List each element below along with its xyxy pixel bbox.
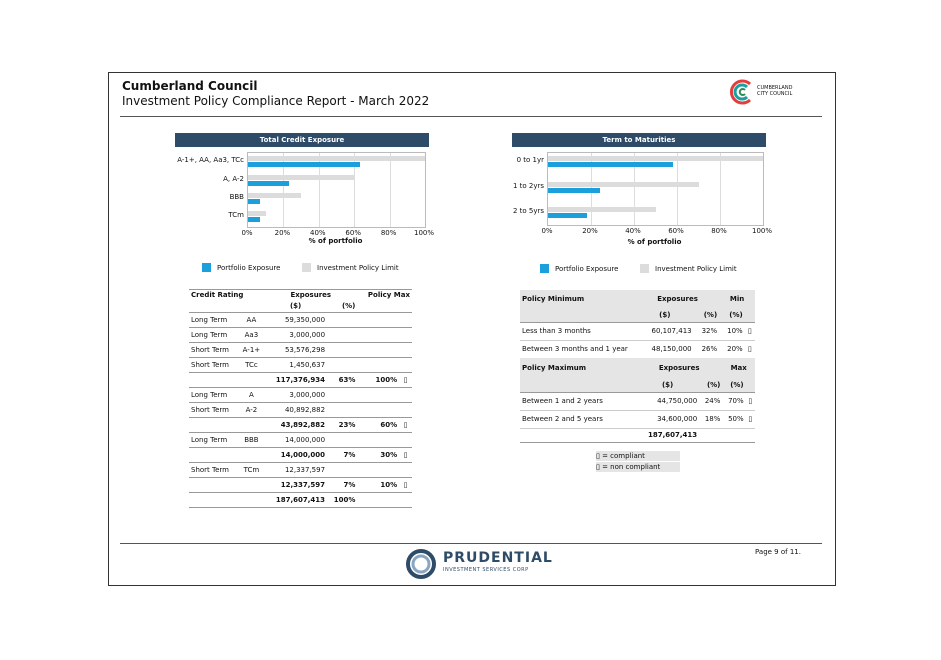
cell-limit: 70% (728, 397, 744, 405)
col-exposures: Exposures (264, 290, 357, 301)
table-row (189, 313, 412, 328)
credit-legend-exposure: Portfolio Exposure (202, 263, 280, 272)
cell-max: 100% (357, 373, 399, 388)
limit-bar (248, 175, 354, 180)
limit-bar (548, 156, 763, 161)
tick-label: 20% (274, 229, 291, 237)
cell-pct: 100% (327, 493, 357, 508)
limit-bar (548, 182, 699, 187)
header-divider (120, 116, 822, 117)
col-dollars: ($) (264, 301, 327, 313)
table-row (189, 373, 412, 388)
cell-max (357, 403, 399, 418)
exposure-swatch (540, 264, 549, 273)
cell-amount: 3,000,000 (264, 388, 327, 403)
cell-pct (327, 313, 357, 328)
category-label: A, A-2 (223, 175, 244, 183)
policy-minimum-table (520, 290, 755, 359)
cell-mark (399, 313, 412, 328)
cell-term: Long Term (189, 388, 239, 403)
cell-amount: 34,600,000 (657, 415, 698, 423)
cell-amount: 44,750,000 (657, 397, 698, 405)
cell-pct (327, 433, 357, 448)
cell-amount: 43,892,882 (264, 418, 327, 433)
cell-rating (239, 418, 264, 433)
cell-pct (327, 343, 357, 358)
cell-mark: ▯ (748, 397, 753, 405)
cell-rating (239, 493, 264, 508)
cell-amount: 40,892,882 (264, 403, 327, 418)
table-row (189, 388, 412, 403)
credit-rating-table (189, 289, 412, 508)
exposure-bar (248, 199, 260, 204)
limit-swatch (640, 264, 649, 273)
footer-divider (120, 543, 822, 544)
cell-rating: Aa3 (239, 328, 264, 343)
cell-mark (399, 493, 412, 508)
tick-label: 0% (541, 227, 553, 235)
cell-mark (399, 343, 412, 358)
cell-total: 187,607,413 (648, 431, 698, 439)
col-min: Min (729, 295, 745, 303)
exposure-bar (248, 181, 289, 186)
cell-term: Short Term (189, 463, 239, 478)
cell-max (357, 493, 399, 508)
gridline (720, 153, 721, 225)
tick-label: 60% (345, 229, 361, 237)
cell-term (189, 478, 239, 493)
col-max: Max (730, 364, 747, 372)
cell-mark: ▯ (747, 327, 752, 335)
cell-pct: 18% (704, 415, 721, 423)
exposure-swatch (202, 263, 211, 272)
tick-label: 40% (625, 227, 641, 235)
tick-label: 100% (413, 229, 434, 237)
cell-term: Long Term (189, 313, 239, 328)
credit-chart-plot (247, 152, 426, 228)
cell-label: Between 3 months and 1 year (522, 345, 628, 353)
table-row (189, 448, 412, 463)
cell-pct: 26% (701, 345, 718, 353)
cumberland-logo-icon (728, 78, 754, 104)
table-row (189, 403, 412, 418)
cell-term (189, 493, 239, 508)
col-max-percent: (%) (730, 380, 744, 389)
table-row (520, 410, 755, 428)
cell-term (189, 448, 239, 463)
tick-label: 40% (310, 229, 326, 237)
cell-pct: 24% (704, 397, 721, 405)
cell-label: Between 1 and 2 years (522, 397, 603, 405)
term-chart-title: Term to Maturities (512, 133, 766, 147)
table-row (520, 322, 755, 340)
gridline (390, 153, 391, 227)
cell-rating: AA (239, 313, 264, 328)
cell-mark (399, 358, 412, 373)
cell-mark (399, 433, 412, 448)
col-credit-rating: Credit Rating (189, 290, 264, 301)
cell-mark: ▯ (399, 448, 412, 463)
table-row (189, 358, 412, 373)
term-chart-plot (547, 152, 764, 226)
prudential-logo-icon (405, 548, 437, 580)
cell-rating: A-2 (239, 403, 264, 418)
cell-amount: 187,607,413 (264, 493, 327, 508)
cell-label: Between 2 and 5 years (522, 415, 603, 423)
cell-pct: 63% (327, 373, 357, 388)
category-label: 0 to 1yr (516, 156, 544, 164)
policy-maximum-table (520, 358, 755, 443)
tick-label: 80% (380, 229, 397, 237)
limit-bar (248, 156, 425, 161)
tick-label: 20% (582, 227, 598, 235)
term-legend-limit: Investment Policy Limit (640, 264, 737, 273)
col-exposures: Exposures (658, 364, 700, 372)
cell-amount: 48,150,000 (651, 345, 692, 353)
col-exposures: Exposures (657, 295, 698, 303)
prudential-brand-sub: INVESTMENT SERVICES CORP (443, 567, 529, 573)
col-dollars: ($) (661, 380, 674, 389)
category-label: 1 to 2yrs (512, 182, 544, 190)
cell-pct (327, 328, 357, 343)
compliant-note: ▯ = compliant (596, 451, 680, 461)
cell-max (357, 388, 399, 403)
cell-amount: 117,376,934 (264, 373, 327, 388)
cell-pct (327, 403, 357, 418)
table-row (520, 392, 755, 410)
cell-pct: 23% (327, 418, 357, 433)
cell-rating (239, 478, 264, 493)
report-title: Cumberland Council (122, 79, 258, 93)
limit-bar (248, 193, 301, 198)
table-row (520, 340, 755, 358)
cell-max (357, 343, 399, 358)
credit-chart-title: Total Credit Exposure (175, 133, 429, 147)
page-number: Page 9 of 11. (755, 548, 801, 556)
gridline (677, 153, 678, 225)
exposure-bar (248, 217, 260, 222)
cumberland-logo-text: CUMBERLAND CITY COUNCIL (757, 85, 793, 97)
cell-amount: 53,576,298 (264, 343, 327, 358)
cell-mark (399, 328, 412, 343)
col-policy-max: Policy Max (357, 290, 412, 301)
tick-label: 80% (711, 227, 727, 235)
category-label: BBB (229, 193, 244, 201)
exposure-bar (548, 188, 600, 193)
cell-amount: 14,000,000 (264, 448, 327, 463)
cell-mark (399, 388, 412, 403)
category-label: 2 to 5yrs (512, 207, 544, 215)
cell-max: 10% (357, 478, 399, 493)
cell-pct (327, 358, 357, 373)
cell-max: 60% (357, 418, 399, 433)
cell-rating: TCc (239, 358, 264, 373)
cell-max (357, 328, 399, 343)
cell-mark (399, 403, 412, 418)
cell-term: Short Term (189, 358, 239, 373)
table-row (189, 493, 412, 508)
cell-amount: 14,000,000 (264, 433, 327, 448)
prudential-brand: PRUDENTIAL (443, 550, 553, 566)
cell-term: Short Term (189, 343, 239, 358)
cell-max (357, 463, 399, 478)
table-row (189, 418, 412, 433)
cell-mark: ▯ (399, 418, 412, 433)
total-row (520, 428, 755, 442)
cell-mark: ▯ (747, 345, 752, 353)
cell-rating: A-1+ (239, 343, 264, 358)
cell-label: Less than 3 months (522, 327, 591, 335)
credit-legend-limit: Investment Policy Limit (302, 263, 399, 272)
cell-rating: BBB (239, 433, 264, 448)
cell-pct: 7% (327, 448, 357, 463)
limit-swatch (302, 263, 311, 272)
cell-amount: 12,337,597 (264, 463, 327, 478)
cell-limit: 50% (728, 415, 744, 423)
cell-max: 30% (357, 448, 399, 463)
col-policy-maximum: Policy Maximum (522, 364, 587, 372)
col-percent: (%) (703, 310, 718, 319)
cell-mark: ▯ (399, 478, 412, 493)
cell-pct: 7% (327, 478, 357, 493)
cell-term (189, 418, 239, 433)
cell-amount: 3,000,000 (264, 328, 327, 343)
cell-amount: 1,450,637 (264, 358, 327, 373)
cell-mark: ▯ (399, 373, 412, 388)
cell-limit: 20% (727, 345, 743, 353)
col-min-percent: (%) (729, 310, 743, 319)
col-dollars: ($) (659, 310, 671, 319)
cell-term: Short Term (189, 403, 239, 418)
non-compliant-note: ▯ = non compliant (596, 462, 680, 472)
cell-max (357, 313, 399, 328)
cell-term: Long Term (189, 328, 239, 343)
cell-rating (239, 448, 264, 463)
table-row (189, 463, 412, 478)
category-label: A-1+, AA, Aa3, TCc (177, 156, 244, 164)
cell-max (357, 433, 399, 448)
exposure-bar (548, 213, 587, 218)
cell-rating (239, 373, 264, 388)
col-percent: (%) (706, 380, 721, 389)
term-chart-axis-title: % of portfolio (627, 238, 682, 246)
cell-max (357, 358, 399, 373)
tick-label: 0% (241, 229, 253, 237)
cell-term: Long Term (189, 433, 239, 448)
cell-term (189, 373, 239, 388)
exposure-bar (548, 162, 673, 167)
cell-amount: 59,350,000 (264, 313, 327, 328)
cell-pct: 32% (701, 327, 718, 335)
cell-pct (327, 388, 357, 403)
credit-chart-axis-title: % of portfolio (308, 237, 363, 245)
category-label: TCm (228, 211, 244, 219)
limit-bar (248, 211, 266, 216)
table-row (189, 433, 412, 448)
col-percent: (%) (327, 301, 357, 313)
cell-pct (327, 463, 357, 478)
report-subtitle: Investment Policy Compliance Report - March 2022 (122, 94, 430, 108)
table-row (189, 343, 412, 358)
cell-limit: 10% (727, 327, 743, 335)
limit-bar (548, 207, 656, 212)
tick-label: 100% (751, 227, 772, 235)
term-legend-exposure: Portfolio Exposure (540, 264, 618, 273)
table-row (189, 478, 412, 493)
col-policy-minimum: Policy Minimum (522, 295, 585, 303)
cell-mark: ▯ (748, 415, 753, 423)
table-row (189, 328, 412, 343)
cell-amount: 12,337,597 (264, 478, 327, 493)
cell-rating: TCm (239, 463, 264, 478)
cell-mark (399, 463, 412, 478)
exposure-bar (248, 162, 360, 167)
tick-label: 60% (668, 227, 684, 235)
cell-rating: A (239, 388, 264, 403)
cell-amount: 60,107,413 (651, 327, 692, 335)
